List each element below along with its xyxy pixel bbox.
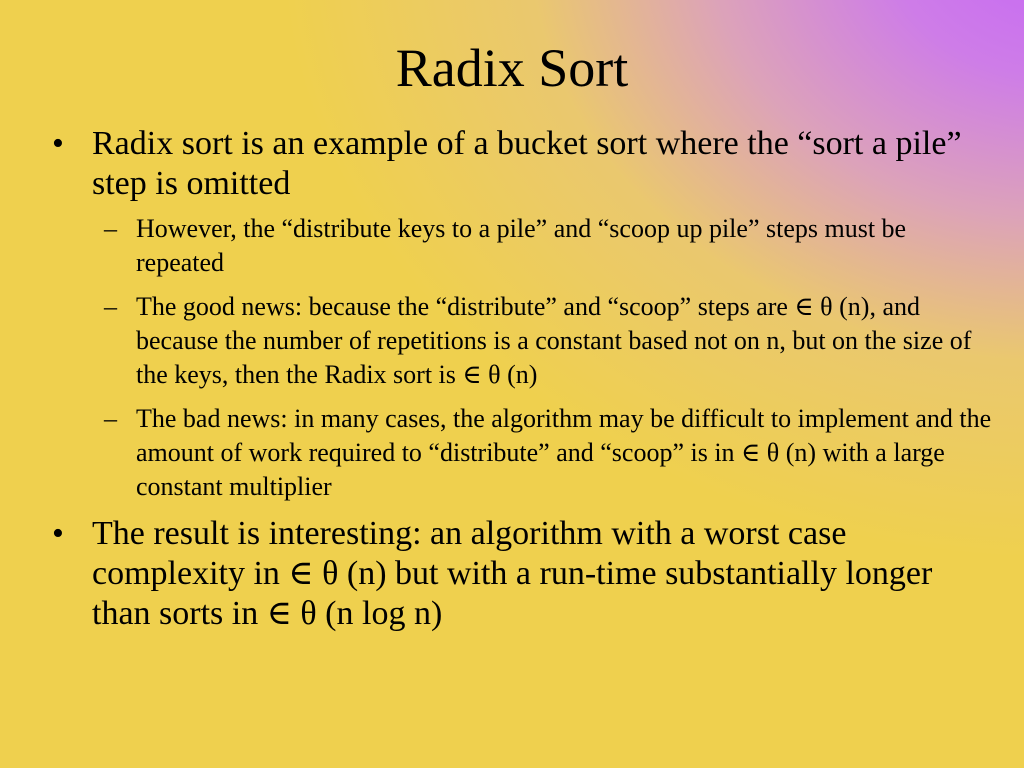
sub-list — [52, 212, 992, 504]
bullet-icon: • — [52, 125, 64, 162]
dash-icon: – — [104, 292, 117, 321]
bullet-item-2 — [52, 514, 992, 634]
sub-item-2 — [52, 290, 992, 392]
slide-body — [52, 124, 992, 640]
dash-icon: – — [104, 214, 117, 243]
sub-item-1 — [52, 212, 992, 280]
sub-text-2: The good news: because the “distribute” and “scoop” steps are ∈ θ (n), and because the number of repetitions is a constant based not on n, but on the size of the keys, then the Radix sort is ∈ θ (n) — [136, 292, 972, 389]
dash-icon: – — [104, 404, 117, 433]
sub-text-1: However, the “distribute keys to a pile” and “scoop up pile” steps must be repeated — [136, 214, 907, 277]
sub-text-3: The bad news: in many cases, the algorithm may be difficult to implement and the amount of work required to “distribute” and “scoop” is in ∈ θ (n) with a large constant multiplier — [136, 404, 992, 501]
sub-item-3 — [52, 402, 992, 504]
bullet-text-1: Radix sort is an example of a bucket sort where the “sort a pile” step is omitted — [92, 125, 962, 202]
bullet-text-2: The result is interesting: an algorithm with a worst case complexity in ∈ θ (n) but with a run-time substantially longer than sorts in ∈ θ (n log n) — [92, 515, 933, 632]
slide-title: Radix Sort — [395, 38, 629, 98]
bullet-icon: • — [52, 515, 64, 552]
bullet-item-1 — [52, 124, 992, 204]
